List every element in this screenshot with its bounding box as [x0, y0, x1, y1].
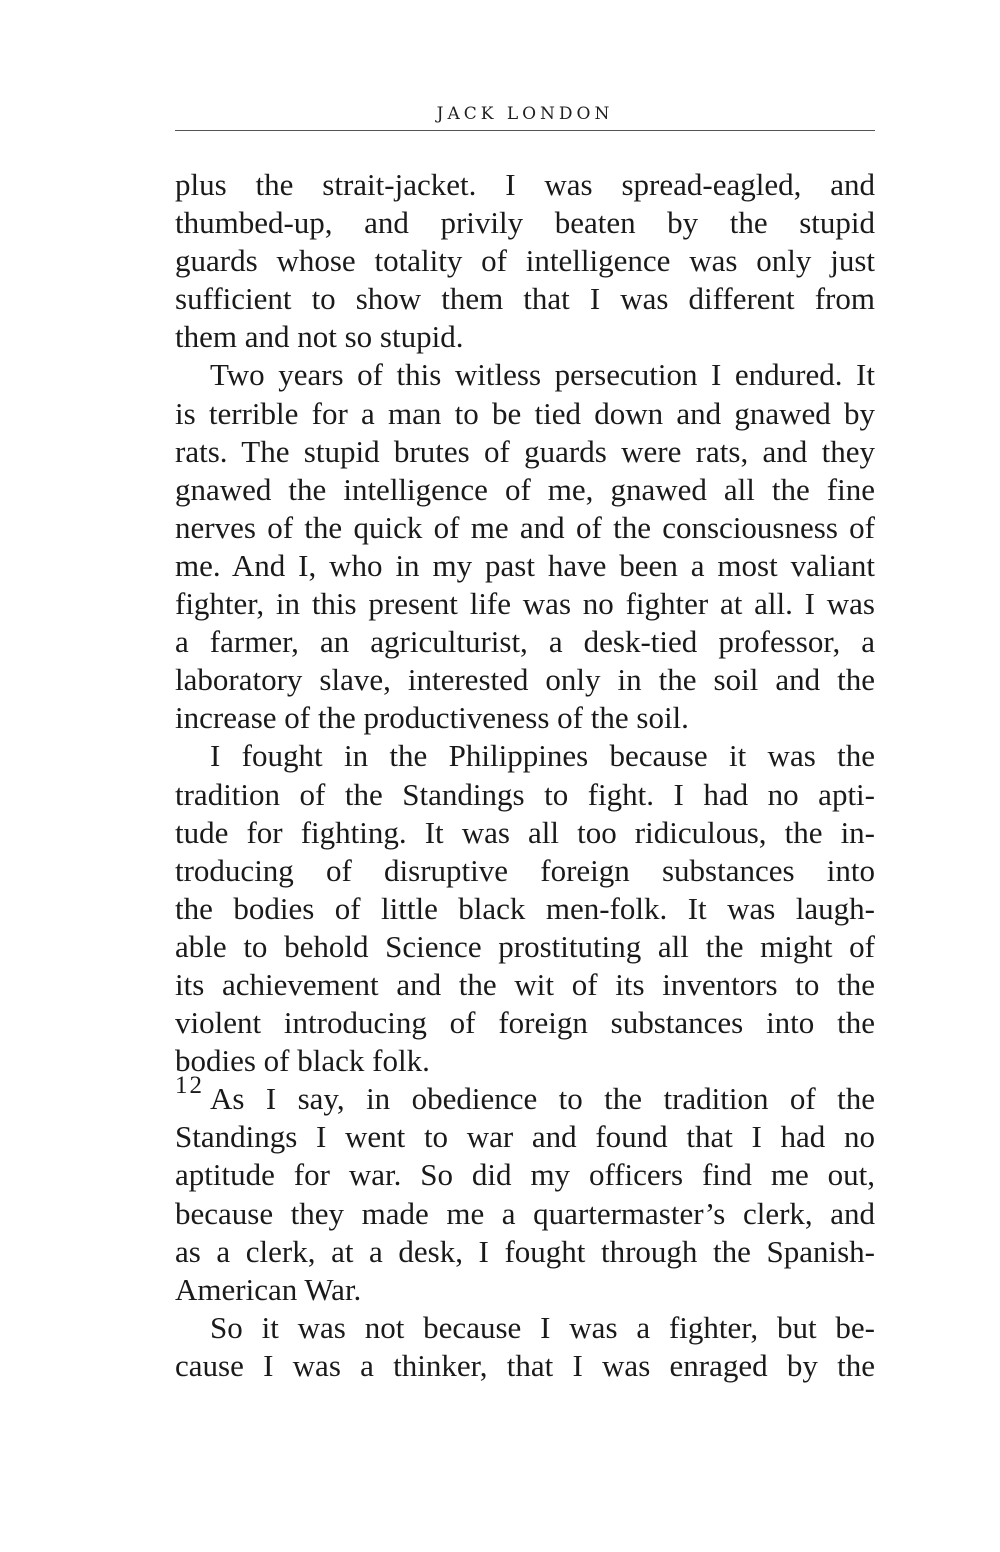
body-text [175, 166, 875, 1385]
text-line: plus the strait-jacket. I was spread-eagled, and [175, 167, 875, 202]
text-line: gnawed the intelligence of me, gnawed all the fine [175, 471, 875, 507]
text-line: American War. [175, 1271, 362, 1307]
text-line: bodies of black folk. [175, 1043, 430, 1079]
text-line: as a clerk, at a desk, I fought through the Spanish- [175, 1233, 875, 1269]
text-line: increase of the productiveness of the soil. [175, 700, 689, 736]
text-line: is terrible for a man to be tied down and gnawed by [175, 395, 875, 431]
text-line: So it was not because I was a fighter, but be- [210, 1309, 875, 1345]
text-line: because they made me a quartermaster’s clerk, and [175, 1195, 875, 1231]
text-line: cause I was a thinker, that I was enraged by the [175, 1347, 875, 1383]
text-line: sufficient to show them that I was different from [175, 281, 875, 317]
text-line: violent introducing of foreign substances into the [175, 1005, 875, 1041]
text-line: nerves of the quick of me and of the consciousness of [175, 509, 875, 545]
text-line: its achievement and the wit of its inventors to the [175, 966, 875, 1002]
text-line: rats. The stupid brutes of guards were rats, and they [175, 433, 875, 469]
text-line: a farmer, an agriculturist, a desk-tied professor, a [175, 624, 875, 660]
text-line: I fought in the Philippines because it was the [210, 738, 875, 774]
text-line: me. And I, who in my past have been a most valiant [175, 547, 875, 583]
text-line: tradition of the Standings to fight. I had no apti- [175, 776, 875, 812]
text-line: able to behold Science prostituting all the might of [175, 928, 875, 964]
text-line: Standings I went to war and found that I had no [175, 1119, 875, 1155]
text-line: aptitude for war. So did my officers find me out, [175, 1157, 875, 1193]
text-line: thumbed-up, and privily beaten by the stupid [175, 205, 875, 241]
text-line: Two years of this witless persecution I endured. It [210, 357, 875, 393]
text-line: As I say, in obedience to the tradition of the [210, 1081, 875, 1117]
text-line: the bodies of little black men-folk. It was laugh- [175, 890, 875, 926]
text-line: troducing of disruptive foreign substances into [175, 852, 875, 888]
running-head: JACK LONDON [436, 104, 614, 124]
text-line: them and not so stupid. [175, 319, 464, 355]
text-line: fighter, in this present life was no fighter at all. I was [175, 586, 875, 622]
header-rule [175, 130, 875, 131]
text-line: tude for fighting. It was all too ridiculous, the in- [175, 814, 875, 850]
text-line: laboratory slave, interested only in the soil and the [175, 662, 875, 698]
page-number: 12 [175, 1072, 204, 1099]
text-line: guards whose totality of intelligence was only just [175, 243, 875, 279]
